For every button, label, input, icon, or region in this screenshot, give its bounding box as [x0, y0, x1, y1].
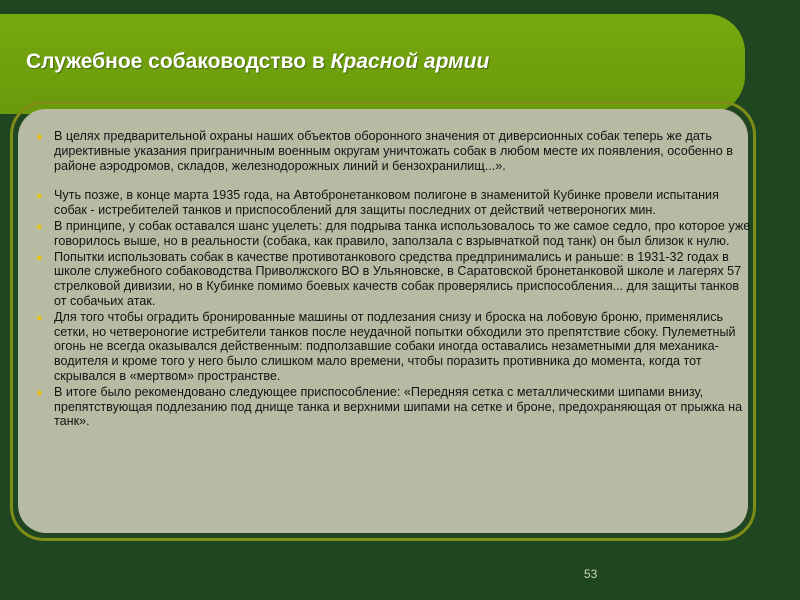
bullet-text: Попытки использовать собак в качестве противотанкового средства предпринимались и раньше: в 1931-32 годах в школе служебного собаководства Приволжского ВО в Ульяновске, в Саратовской бронетанковой школе и лагерях 57 стрелковой дивизии, но в Кубинке помимо боевых качеств собак проверялись приспособления... для защиты танков от собачьих атак. [54, 249, 742, 308]
bullet-list [36, 129, 752, 429]
bullet-text: В итоге было рекомендовано следующее приспособление: «Передняя сетка с металлическими шипами внизу, препятствующая подлезанию под днище танка и верхними шипами на сетке и броне, предохраняющая от прыжка на танк». [54, 384, 743, 429]
bullet-dot-icon: ● [36, 190, 43, 203]
list-item [36, 129, 752, 173]
list-item [36, 385, 752, 429]
list-item [36, 188, 752, 218]
bullet-text: В целях предварительной охраны наших объектов оборонного значения от диверсионных собак теперь же дать директивные указания приграничным военным округам уничтожать собак в любом месте их появления, особенно в районе аэродромов, складов, железнодорожных линий и бензохранилищ...». [54, 129, 733, 173]
bullet-text: В принципе, у собак оставался шанс уцелеть: для подрыва танка использовалось то же самое седло, про которое уже говорилось выше, но в реальности (собака, как правило, заползала с взрывчаткой под танк) он был близок к нулю. [54, 218, 751, 248]
bullet-dot-icon: ● [36, 131, 43, 143]
bullet-text: Чуть позже, в конце марта 1935 года, на Автобронетанковом полигоне в знаменитой Кубинке провели испытания собак - истребителей танков и приспособлений для защиты последних от действий четвероногих мин. [54, 188, 719, 218]
bullet-dot-icon: ● [36, 386, 43, 399]
bullet-dot-icon: ● [36, 311, 43, 324]
page-number: 53 [584, 567, 598, 581]
list-item [36, 310, 752, 384]
list-item [36, 219, 752, 249]
slide-title-italic: Красной армии [330, 50, 490, 73]
bullet-text: Для того чтобы оградить бронированные машины от подлезания снизу и броска на лобовую броню, применялись сетки, но четвероногие истребители танков после неудачной попытки обходили это препятствие сбоку. Пулеметный огонь не всегда оказывался действенным: подползавшие собаки иногда оставались незаметными для механика-водителя и кроме того у него было слишком мало времени, чтобы поразить противника до момента, когда тот скрывался в «мертвом» пространстве. [54, 309, 736, 383]
slide-title [26, 50, 489, 74]
bullet-dot-icon: ● [36, 220, 43, 233]
slide-title-main: Служебное собаководство в [26, 50, 331, 73]
bullet-dot-icon: ● [36, 251, 43, 264]
list-item [36, 250, 752, 309]
